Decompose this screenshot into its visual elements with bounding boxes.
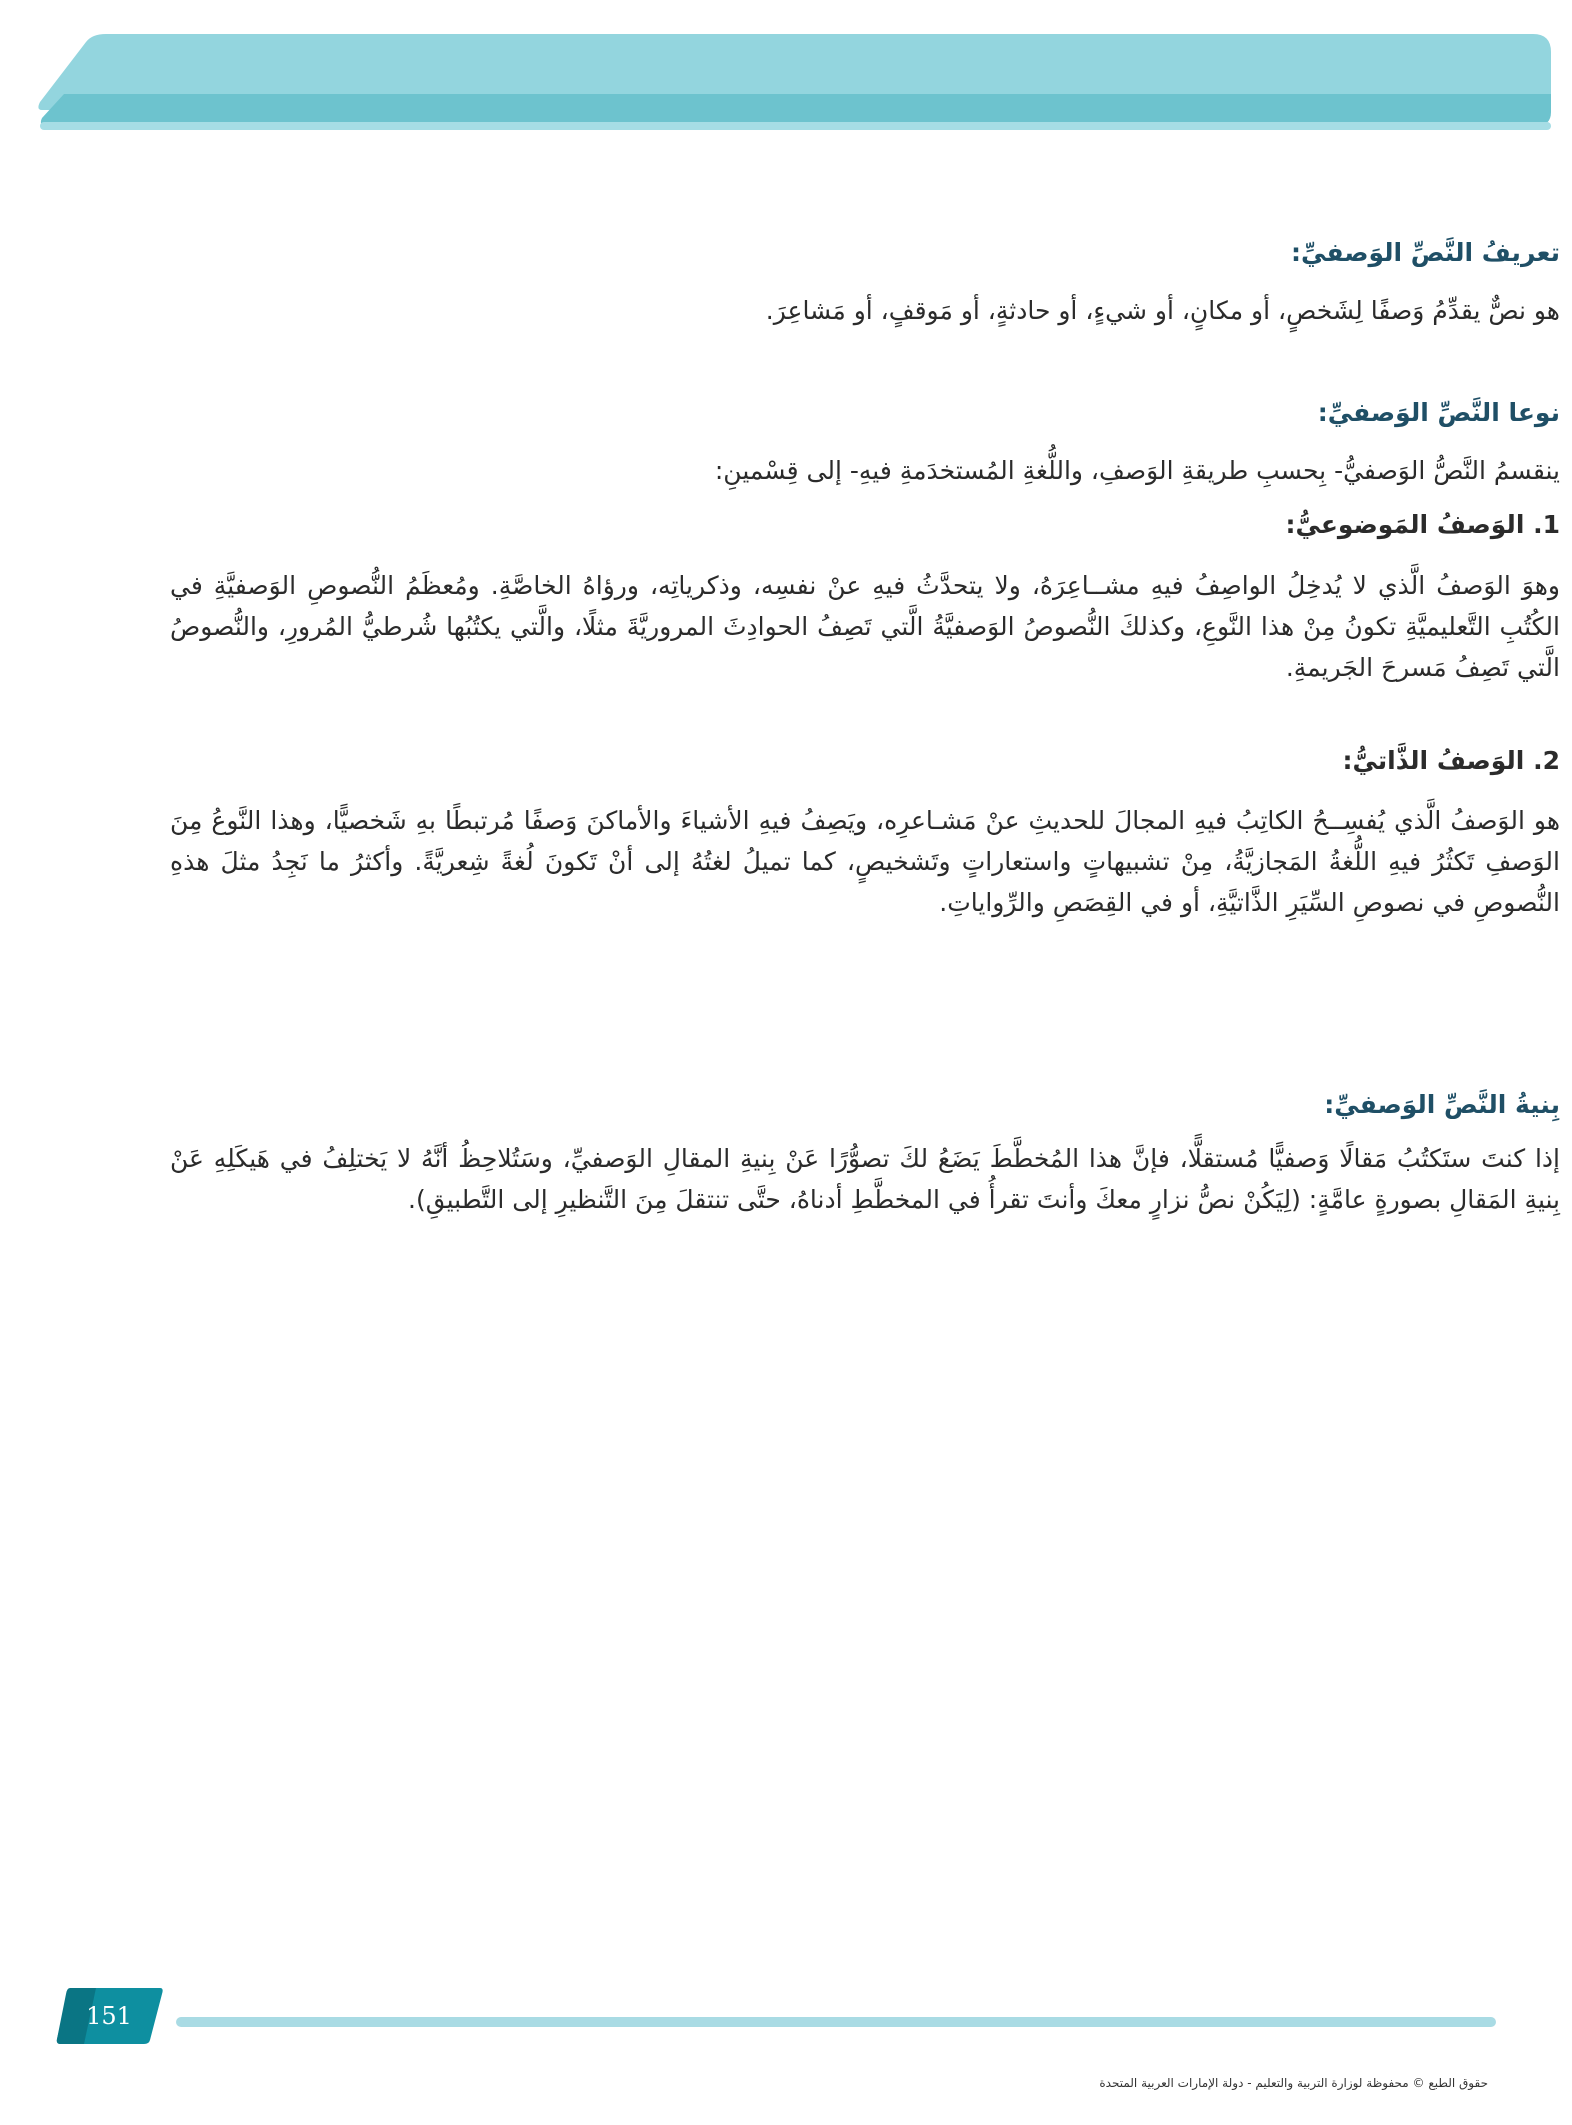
header-banner [36,34,1551,134]
footer-divider [176,2017,1496,2027]
structure-heading: بِنيةُ النَّصِّ الوَصفيِّ: [1324,1090,1560,1119]
definition-heading: تعريفُ النَّصِّ الوَصفيِّ: [1291,238,1560,267]
types-intro: ينقسمُ النَّصُّ الوَصفيُّ- بِحسبِ طريقةِ الوَصفِ، واللُّغةِ المُستخدَمةِ فيهِ- إلى قِسْمينِ: [714,456,1560,485]
page-number: 151 [86,2002,132,2030]
subjective-text: هو الوَصفُ الَّذي يُفسِــحُ الكاتِبُ فيهِ المجالَ للحديثِ عنْ مَشـاعرِه، ويَصِفُ فيهِ الأشياءَ والأماكنَ وَصفًا مُرتبطًا بهِ شَخصيًّا، وهذا النَّوعُ مِنَ الوَصفِ تَكثُرُ فيهِ اللُّغةُ المَجازيَّةُ، مِنْ تشبيهاتٍ واستعاراتٍ وتَشخيصٍ، كما تميلُ لغتُهُ إلى أنْ تَكونَ لُغةً شِعريَّةً. وأكثرُ ما نَجِدُ مثلَ هذهِ النُّصوصِ في نصوصِ السِّيَرِ الذَّاتيَّةِ، أو في القِصَصِ والرِّواياتِ. [170,806,1560,917]
structure-text: إذا كنتَ ستَكتُبُ مَقالًا وَصفيًّا مُستقلًّا، فإنَّ هذا المُخطَّطَ يَضَعُ لكَ تصوُّرًا عَنْ بِنيةِ المقالِ الوَصفيِّ، وسَتُلاحِظُ أنَّهُ لا يَختلِفُ في هَيكَلِهِ عَنْ بِنيةِ المَقالِ بصورةٍ عامَّةٍ: (لِيَكُنْ نصُّ نزارٍ معكَ وأنتَ تقرأُ في المخطَّطِ أدناهُ، حتَّى تنتقلَ مِنَ التَّنظيرِ إلى التَّطبيقِ). [170,1144,1560,1214]
definition-text: هو نصٌّ يقدِّمُ وَصفًا لِشَخصٍ، أو مكانٍ، أو شيءٍ، أو حادثةٍ، أو مَوقفٍ، أو مَشاعِرَ. [765,296,1560,325]
types-heading: نوعا النَّصِّ الوَصفيِّ: [1317,398,1560,427]
objective-title: 1. الوَصفُ المَوضوعيُّ: [1285,510,1560,539]
objective-text: وهوَ الوَصفُ الَّذي لا يُدخِلُ الواصِفُ فيهِ مشــاعِرَهُ، ولا يتحدَّثُ فيهِ عنْ نفسِه، وذكرياتِه، ورؤاهُ الخاصَّةِ. ومُعظَمُ النُّصوصِ الوَصفيَّةِ في الكُتُبِ التَّعليميَّةِ تكونُ مِنْ هذا النَّوعِ، وكذلكَ النُّصوصُ الوَصفيَّةُ الَّتي تَصِفُ الحوادِثَ المروريَّةَ مثلًا، والَّتي يكتُبُها شُرطيُّ المُرورِ، والنُّصوصُ الَّتي تَصِفُ مَسرحَ الجَريمةِ. [170,571,1560,682]
subjective-title: 2. الوَصفُ الذَّاتيُّ: [1342,746,1560,775]
copyright-notice: حقوق الطبع © محفوظة لوزارة التربية والتعليم - دولة الإمارات العربية المتحدة [1099,2076,1488,2090]
